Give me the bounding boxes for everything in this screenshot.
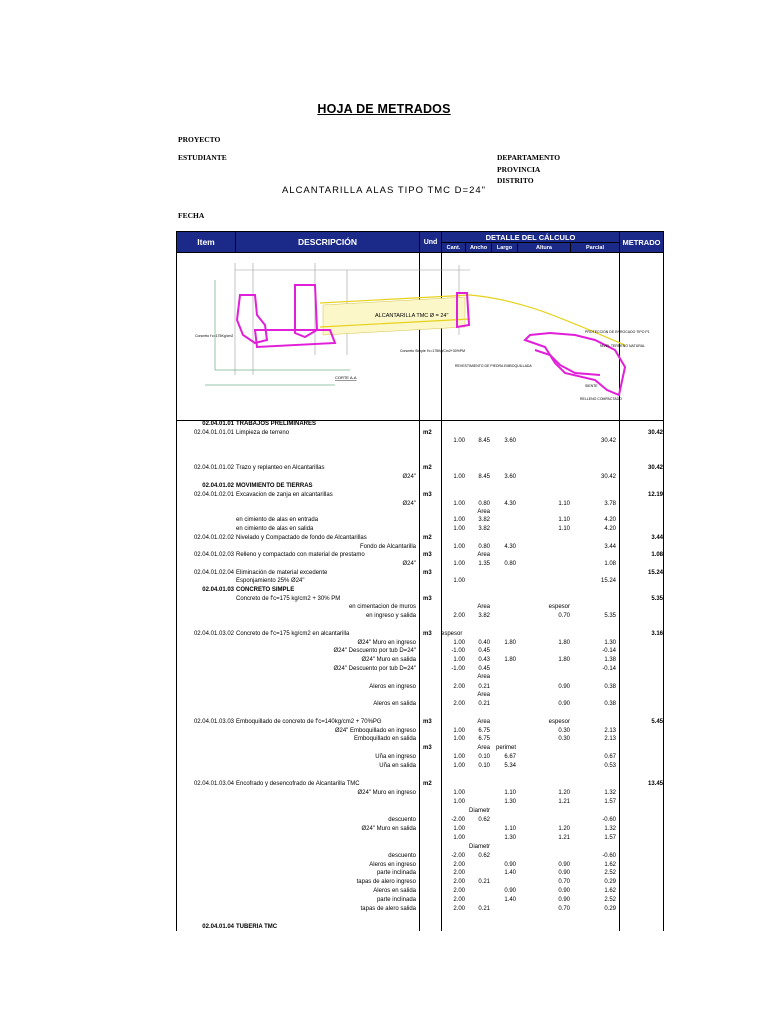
- row-41-sub: Ø24" Muro en salida: [361, 826, 416, 832]
- row-24-parcial: 1.38: [604, 657, 616, 663]
- row-7-ancho: 0.80: [478, 501, 490, 507]
- drawing-right-note-2: NIVEL TERRENO NATURAL: [600, 344, 646, 348]
- row-38-altura: 1.21: [558, 799, 570, 805]
- row-6-metrado: 12.19: [647, 492, 663, 498]
- row-27-parcial: 0.38: [604, 684, 616, 690]
- row-40-cant: -2.00: [451, 817, 465, 823]
- row-6-desc: Excavacion de zanja en alcantarillas: [236, 492, 333, 498]
- row-32-cant: 1.00: [453, 736, 465, 742]
- row-42-altura: 1.21: [558, 835, 570, 841]
- row-41-cant: 1.00: [453, 826, 465, 832]
- row-20-ancho: 3.82: [478, 613, 490, 619]
- row-7-cant: 1.00: [453, 501, 465, 507]
- row-8-ancho: Area: [477, 509, 490, 515]
- row-25-ancho: 0.45: [478, 666, 490, 672]
- row-49-cant: 2.00: [453, 897, 465, 903]
- row-2-largo: 3.60: [504, 438, 516, 444]
- row-15-desc: Eliminación de material excedente: [236, 570, 328, 576]
- row-24-cant: 1.00: [453, 657, 465, 663]
- row-10-ancho: 3.82: [478, 526, 490, 532]
- row-40-sub: descuento: [388, 817, 416, 823]
- row-47-sub: tapas de alero ingreso: [356, 879, 416, 885]
- row-15-und: m3: [423, 570, 432, 576]
- row-11-und: m2: [423, 535, 432, 541]
- row-35-ancho: 0.10: [478, 763, 490, 769]
- row-31-altura: 0.30: [558, 728, 570, 734]
- row-30-altura: espesor: [548, 719, 570, 725]
- row-4-sub: Ø24": [402, 474, 416, 480]
- row-19-altura: espesor: [548, 604, 570, 610]
- row-14-ancho: 1.35: [478, 561, 490, 567]
- row-25-parcial: -0.14: [602, 666, 616, 672]
- row-47-ancho: 0.21: [478, 879, 490, 885]
- row-34-largo: 6.67: [504, 754, 516, 760]
- row-44-ancho: 0.62: [478, 853, 490, 859]
- row-32-altura: 0.30: [558, 736, 570, 742]
- row-12-parcial: 3.44: [604, 544, 616, 550]
- row-38-largo: 1.30: [504, 799, 516, 805]
- row-31-parcial: 2.13: [604, 728, 616, 734]
- row-35-parcial: 0.53: [604, 763, 616, 769]
- row-23-sub: Ø24" Descuento por tub D=24": [333, 648, 416, 654]
- row-38-parcial: 1.57: [604, 799, 616, 805]
- row-4-largo: 3.60: [504, 474, 516, 480]
- row-51-desc: TUBERIA TMC: [236, 924, 278, 930]
- header-parcial: Parcial: [570, 242, 620, 253]
- header-item: Item: [176, 231, 236, 253]
- row-10-parcial: 4.20: [604, 526, 616, 532]
- row-30-und: m3: [423, 719, 432, 725]
- row-12-ancho: 0.80: [478, 544, 490, 550]
- row-7-largo: 4.30: [504, 501, 516, 507]
- row-11-item: 02.04.01.02.02: [193, 535, 234, 541]
- row-13-ancho: Area: [477, 552, 490, 558]
- row-29-ancho: 0.21: [478, 701, 490, 707]
- row-45-cant: 2.00: [453, 862, 465, 868]
- row-48-cant: 2.00: [453, 888, 465, 894]
- label-proyecto: PROYECTO: [178, 135, 221, 144]
- row-10-cant: 1.00: [453, 526, 465, 532]
- row-14-sub: Ø24": [402, 561, 416, 567]
- label-distrito: DISTRITO: [497, 176, 534, 185]
- drawing-right-note-1: PROTECCION DE ENROCADO TIPO P1: [585, 330, 650, 334]
- row-50-cant: 2.00: [453, 906, 465, 912]
- row-17-item: 02.04.01.03: [202, 587, 234, 593]
- row-31-ancho: 6.75: [478, 728, 490, 734]
- row-25-cant: -1.00: [451, 666, 465, 672]
- row-1-item: 02.04.01.01.01: [193, 430, 234, 436]
- row-27-ancho: 0.21: [478, 684, 490, 690]
- row-45-largo: 0.90: [504, 862, 516, 868]
- row-1-metrado: 30.42: [647, 430, 663, 436]
- row-15-item: 02.04.01.02.04: [193, 570, 234, 576]
- drawing-mid-note: Concreto Simple f'c=175Kg/Cm2+30%PM: [400, 349, 466, 353]
- row-49-altura: 0.90: [558, 897, 570, 903]
- row-21-desc: Concreto de f'c=175 kg/cm2 en alcantarilla: [236, 631, 350, 637]
- row-0-item: 02.04.01.01: [202, 421, 234, 427]
- row-42-largo: 1.30: [504, 835, 516, 841]
- row-9-desc: en cimiento de alas en entrada: [236, 517, 319, 523]
- row-29-parcial: 0.38: [604, 701, 616, 707]
- row-40-ancho: 0.62: [478, 817, 490, 823]
- row-7-parcial: 3.78: [604, 501, 616, 507]
- row-23-cant: -1.00: [451, 648, 465, 654]
- row-49-largo: 1.40: [504, 897, 516, 903]
- row-12-sub: Fondo de Alcantarilla: [359, 544, 416, 550]
- row-45-sub: Aleros en ingreso: [369, 862, 416, 868]
- row-36-metrado: 13.45: [647, 781, 663, 787]
- row-30-metrado: 5.45: [651, 719, 663, 725]
- row-16-cant: 1.00: [453, 578, 465, 584]
- header-ancho: Ancho: [465, 242, 492, 253]
- row-29-sub: Aleros en salida: [373, 701, 416, 707]
- row-36-und: m2: [423, 781, 432, 787]
- row-48-largo: 0.90: [504, 888, 516, 894]
- row-33-ancho: Area: [477, 745, 490, 751]
- row-4-cant: 1.00: [453, 474, 465, 480]
- row-43-ancho: Diametr: [468, 844, 490, 850]
- row-37-largo: 1.10: [504, 790, 516, 796]
- row-27-altura: 0.90: [558, 684, 570, 690]
- row-1-desc: Limpieza de terreno: [236, 430, 290, 436]
- row-22-ancho: 0.40: [478, 640, 490, 646]
- row-21-cant2: espesor: [441, 631, 463, 637]
- row-12-largo: 4.30: [504, 544, 516, 550]
- row-50-sub: tapas de alero salida: [360, 906, 416, 912]
- row-41-largo: 1.10: [504, 826, 516, 832]
- row-20-cant: 2.00: [453, 613, 465, 619]
- row-21-metrado: 3.16: [651, 631, 663, 637]
- row-13-metrado: 1.08: [651, 552, 663, 558]
- row-3-desc: Trazo y replanteo en Alcantarillas: [236, 465, 325, 471]
- row-2-ancho: 8.45: [478, 438, 490, 444]
- header-und: Und: [419, 231, 442, 253]
- row-12-cant: 1.00: [453, 544, 465, 550]
- row-14-cant: 1.00: [453, 561, 465, 567]
- row-14-largo: 0.80: [504, 561, 516, 567]
- row-20-parcial: 5.35: [604, 613, 616, 619]
- row-24-ancho: 0.43: [478, 657, 490, 663]
- row-32-parcial: 2.13: [604, 736, 616, 742]
- row-32-ancho: 6.75: [478, 736, 490, 742]
- row-46-largo: 1.40: [504, 870, 516, 876]
- row-37-altura: 1.20: [558, 790, 570, 796]
- row-22-sub: Ø24" Muro en ingreso: [357, 640, 416, 646]
- row-47-parcial: 0.29: [604, 879, 616, 885]
- row-4-parcial: 30.42: [600, 474, 616, 480]
- row-24-altura: 1.80: [558, 657, 570, 663]
- header-detalle: DETALLE DEL CÁLCULO: [441, 231, 620, 243]
- row-48-sub: Aleros en salida: [373, 888, 416, 894]
- row-45-parcial: 1.62: [604, 862, 616, 868]
- row-37-sub: Ø24" Muro en ingreso: [357, 790, 416, 796]
- row-50-ancho: 0.21: [478, 906, 490, 912]
- drawing-right-note-4: RELLENO COMPACTADO: [580, 397, 622, 401]
- row-51-item: 02.04.01.04: [202, 924, 234, 930]
- row-16-parcial: 15.24: [600, 578, 616, 584]
- row-25-sub: Ø24" Descuento por tub D=24": [333, 666, 416, 672]
- row-36-desc: Encofrado y desencofrado de Alcantarilla TMC: [236, 781, 360, 787]
- row-49-sub: parte inclinada: [376, 897, 416, 903]
- header-descripcion: DESCRIPCIÓN: [235, 231, 420, 253]
- row-30-item: 02.04.01.03.03: [193, 719, 234, 725]
- drawing-main-label: ALCANTARILLA TMC Ø = 24": [375, 313, 449, 319]
- row-44-parcial: -0.60: [602, 853, 616, 859]
- row-14-parcial: 1.08: [604, 561, 616, 567]
- row-42-parcial: 1.57: [604, 835, 616, 841]
- row-44-sub: descuento: [388, 853, 416, 859]
- row-41-altura: 1.20: [558, 826, 570, 832]
- row-13-und: m3: [423, 552, 432, 558]
- row-11-metrado: 3.44: [651, 535, 663, 541]
- alcantarilla-drawing: [195, 255, 665, 415]
- row-10-altura: 1.10: [558, 526, 570, 532]
- row-3-metrado: 30.42: [647, 465, 663, 471]
- row-17-desc: CONCRETO SIMPLE: [236, 587, 295, 593]
- drawing-left-note: Concreto f'c=175Kg/cm2: [195, 334, 234, 338]
- row-6-und: m3: [423, 492, 432, 498]
- drawing-right-note-5: SIENTE: [585, 384, 598, 388]
- row-44-cant: -2.00: [451, 853, 465, 859]
- row-22-parcial: 1.30: [604, 640, 616, 646]
- row-29-altura: 0.90: [558, 701, 570, 707]
- row-2-cant: 1.00: [453, 438, 465, 444]
- row-22-altura: 1.80: [558, 640, 570, 646]
- row-46-altura: 0.90: [558, 870, 570, 876]
- row-39-ancho: Diametr: [468, 808, 490, 814]
- row-32-sub: Emboquillado en salida: [353, 736, 416, 742]
- row-24-sub: Ø24" Muro en salida: [361, 657, 416, 663]
- row-1-und: m2: [423, 430, 432, 436]
- row-49-parcial: 2.52: [604, 897, 616, 903]
- row-47-altura: 0.70: [558, 879, 570, 885]
- row-46-sub: parte inclinada: [376, 870, 416, 876]
- row-9-parcial: 4.20: [604, 517, 616, 523]
- row-5-desc: MOVIMIENTO DE TIERRAS: [236, 483, 313, 489]
- row-3-und: m2: [423, 465, 432, 471]
- row-50-parcial: 0.29: [604, 906, 616, 912]
- document-subtitle: ALCANTARILLA ALAS TIPO TMC D=24": [281, 185, 487, 196]
- row-29-cant: 2.00: [453, 701, 465, 707]
- row-46-parcial: 2.52: [604, 870, 616, 876]
- row-13-item: 02.04.01.02.03: [193, 552, 234, 558]
- row-27-cant: 2.00: [453, 684, 465, 690]
- header-metrado: METRADO: [619, 231, 664, 253]
- page-title: HOJA DE METRADOS: [317, 102, 451, 116]
- row-18-und: m3: [423, 596, 432, 602]
- row-34-cant: 1.00: [453, 754, 465, 760]
- row-20-sub: en ingreso y salida: [365, 613, 416, 619]
- row-5-item: 02.04.01.02: [202, 483, 234, 489]
- row-2-parcial: 30.42: [600, 438, 616, 444]
- header-altura: Altura: [517, 242, 571, 253]
- row-24-largo: 1.80: [504, 657, 516, 663]
- row-50-altura: 0.70: [558, 906, 570, 912]
- row-31-sub: Ø24" Emboquillado en ingreso: [334, 728, 416, 734]
- row-21-und: m3: [423, 631, 432, 637]
- row-16-desc: Esponjamiento 25% Ø24": [236, 578, 305, 584]
- header-cant: Cant.: [441, 242, 466, 253]
- row-34-parcial: 0.67: [604, 754, 616, 760]
- row-9-ancho: 3.82: [478, 517, 490, 523]
- label-estudiante: ESTUDIANTE: [178, 153, 227, 162]
- row-18-desc: Concreto de f'c=175 kg/cm2 + 30% PM: [236, 596, 341, 602]
- row-18-metrado: 5.35: [651, 596, 663, 602]
- row-20-altura: 0.70: [558, 613, 570, 619]
- row-21-item: 02.04.01.03.02: [193, 631, 234, 637]
- row-34-sub: Uña en ingreso: [375, 754, 416, 760]
- row-47-cant: 2.00: [453, 879, 465, 885]
- row-48-parcial: 1.62: [604, 888, 616, 894]
- row-22-cant: 1.00: [453, 640, 465, 646]
- row-23-parcial: -0.14: [602, 648, 616, 654]
- row-48-altura: 0.90: [558, 888, 570, 894]
- row-45-altura: 0.90: [558, 862, 570, 868]
- row-19-sub: en cimentacion de muros: [348, 604, 416, 610]
- row-33-und: m3: [423, 745, 432, 751]
- row-38-cant: 1.00: [453, 799, 465, 805]
- row-41-parcial: 1.32: [604, 826, 616, 832]
- row-23-ancho: 0.45: [478, 648, 490, 654]
- label-fecha: FECHA: [178, 211, 205, 220]
- row-11-desc: Nivelado y Compactado de fondo de Alcantarillas: [236, 535, 367, 541]
- drawing-right-note-3: REVESTIMIENTO DE PIEDRA EMBOQUILLADA: [455, 364, 532, 368]
- row-33-largo: perimet: [495, 745, 516, 751]
- row-30-ancho: Area: [477, 719, 490, 725]
- row-22-largo: 1.80: [504, 640, 516, 646]
- row-9-altura: 1.10: [558, 517, 570, 523]
- row-13-desc: Relleno y compactado con material de prestamo: [236, 552, 365, 558]
- row-40-parcial: -0.60: [602, 817, 616, 823]
- row-42-cant: 1.00: [453, 835, 465, 841]
- row-36-item: 02.04.01.03.04: [193, 781, 234, 787]
- row-0-desc: TRABAJOS PRELIMINARES: [236, 421, 317, 427]
- row-10-desc: en cimiento de alas en salida: [236, 526, 314, 532]
- row-4-ancho: 8.45: [478, 474, 490, 480]
- row-26-ancho: Area: [477, 674, 490, 680]
- row-6-item: 02.04.01.02.01: [193, 492, 234, 498]
- row-7-sub: Ø24": [402, 501, 416, 507]
- row-31-cant: 1.00: [453, 728, 465, 734]
- label-departamento: DEPARTAMENTO: [497, 153, 561, 162]
- row-7-altura: 1.10: [558, 501, 570, 507]
- header-largo: Largo: [491, 242, 518, 253]
- row-37-cant: 1.00: [453, 790, 465, 796]
- row-35-largo: 5.34: [504, 763, 516, 769]
- row-35-sub: Uña en salida: [379, 763, 416, 769]
- row-46-cant: 2.00: [453, 870, 465, 876]
- row-3-item: 02.04.01.01.02: [193, 465, 234, 471]
- row-9-cant: 1.00: [453, 517, 465, 523]
- row-34-ancho: 0.10: [478, 754, 490, 760]
- row-30-desc: Emboquillado de concreto de f'c=140kg/cm2 + 70%PG: [236, 719, 382, 725]
- row-28-ancho: Area: [477, 692, 490, 698]
- row-19-ancho: Area: [477, 604, 490, 610]
- row-35-cant: 1.00: [453, 763, 465, 769]
- row-15-metrado: 15.24: [647, 570, 663, 576]
- drawing-section-label: CORTE A-A: [335, 375, 357, 380]
- label-provincia: PROVINCIA: [497, 165, 541, 174]
- row-27-sub: Aleros en ingreso: [369, 684, 416, 690]
- row-37-parcial: 1.32: [604, 790, 616, 796]
